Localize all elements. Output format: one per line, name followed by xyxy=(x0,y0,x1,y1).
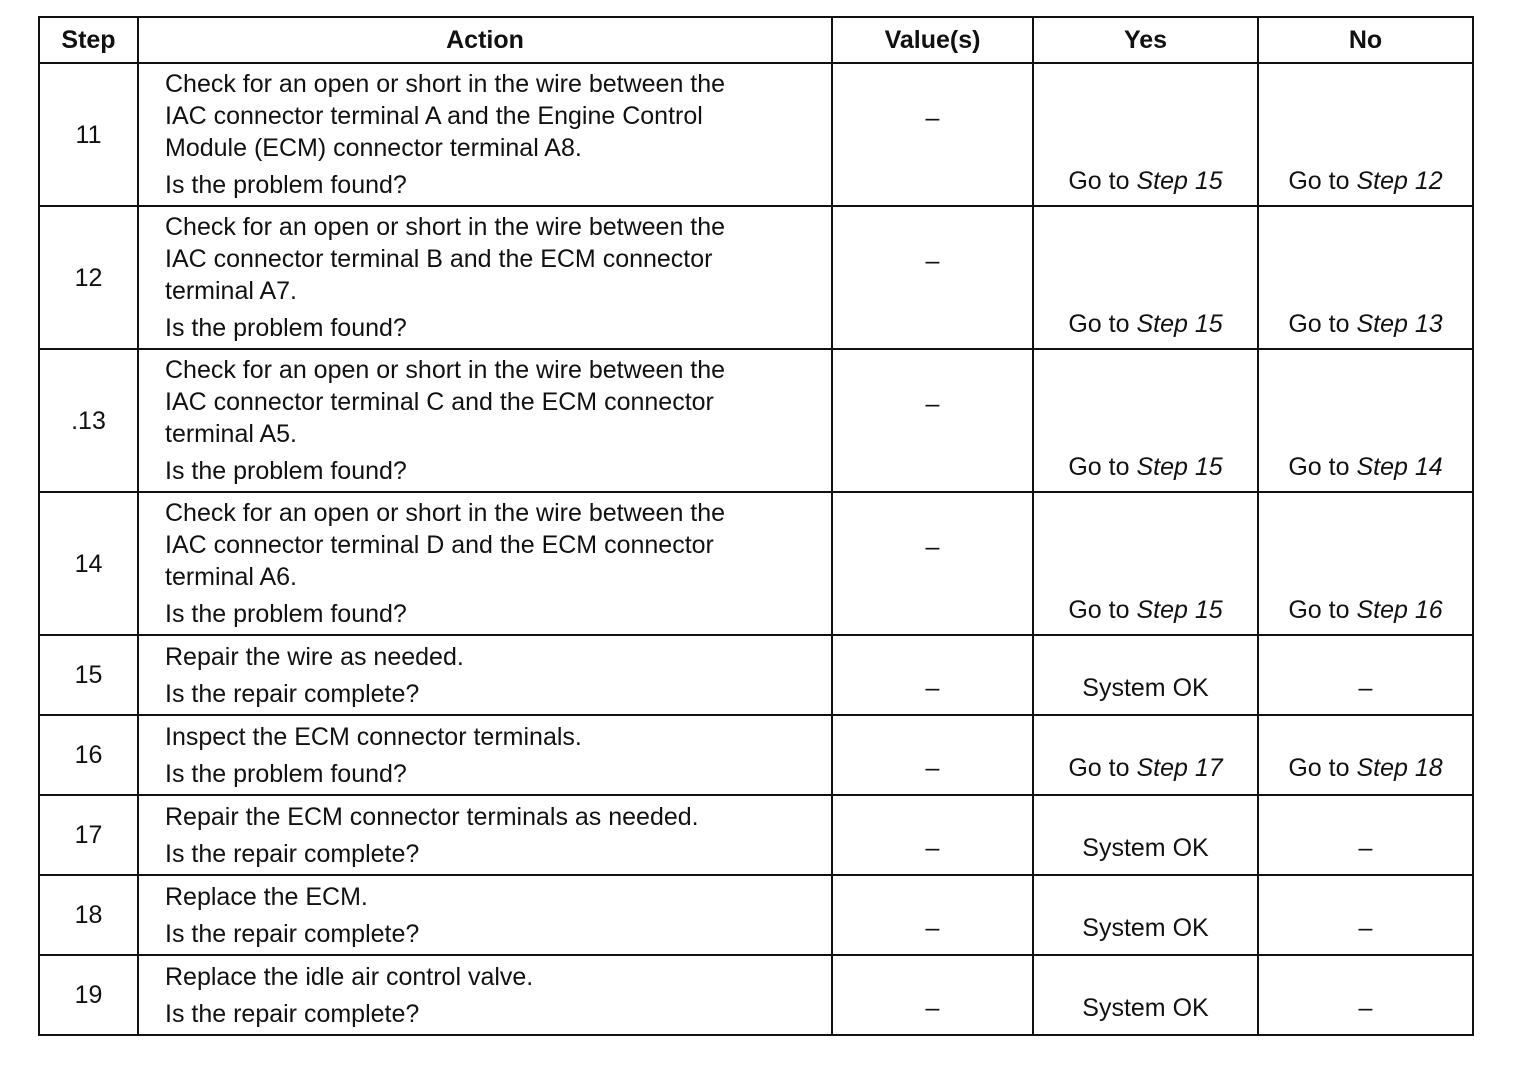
yes-prefix: Go to xyxy=(1068,167,1137,195)
yes-step-link: Step 15 xyxy=(1136,453,1223,481)
no-step-link: Step 16 xyxy=(1356,596,1443,624)
action-cell xyxy=(138,955,832,1035)
table-row xyxy=(39,492,1473,635)
yes-cell xyxy=(1033,492,1258,635)
action-text: Replace the ECM. xyxy=(165,882,368,911)
action-text: Check for an open or short in the wire between the xyxy=(165,213,726,241)
value-dash: – xyxy=(925,104,940,132)
value-dash: – xyxy=(925,674,940,702)
action-text: Inspect the ECM connector terminals. xyxy=(165,722,582,751)
yes-prefix: Go to xyxy=(1068,754,1137,782)
value-cell xyxy=(832,206,1033,349)
action-cell xyxy=(138,206,832,349)
action-text: terminal A6. xyxy=(165,563,298,591)
value-dash: – xyxy=(925,754,940,782)
yes-cell xyxy=(1033,715,1258,795)
no-prefix: Go to xyxy=(1288,596,1357,624)
action-text: Check for an open or short in the wire between the xyxy=(165,70,726,98)
value-cell xyxy=(832,875,1033,955)
value-dash: – xyxy=(925,914,940,942)
yes-cell xyxy=(1033,955,1258,1035)
step-number: 17 xyxy=(39,795,138,875)
no-step-link: Step 13 xyxy=(1356,310,1443,338)
question-text: Is the repair complete? xyxy=(165,919,420,948)
action-cell xyxy=(138,715,832,795)
yes-cell xyxy=(1033,63,1258,206)
yes-result: System OK xyxy=(1082,674,1209,702)
question-text: Is the repair complete? xyxy=(165,999,420,1028)
yes-result: System OK xyxy=(1082,994,1209,1022)
yes-step-link: Step 15 xyxy=(1136,596,1223,624)
yes-step-link: Step 17 xyxy=(1136,754,1223,782)
header-row xyxy=(39,17,1473,63)
yes-prefix: Go to xyxy=(1068,310,1137,338)
table-row xyxy=(39,875,1473,955)
step-number: 16 xyxy=(39,715,138,795)
action-text: Replace the idle air control valve. xyxy=(165,962,534,991)
no-prefix: Go to xyxy=(1288,167,1357,195)
action-text: Repair the wire as needed. xyxy=(165,642,464,671)
table-row xyxy=(39,795,1473,875)
action-text: IAC connector terminal C and the ECM connector xyxy=(165,388,714,416)
yes-result: System OK xyxy=(1082,834,1209,862)
question-text: Is the problem found? xyxy=(165,457,407,485)
step-number: 18 xyxy=(39,875,138,955)
yes-cell xyxy=(1033,795,1258,875)
no-result: – xyxy=(1358,674,1373,702)
question-text: Is the repair complete? xyxy=(165,679,420,708)
no-cell xyxy=(1258,206,1473,349)
no-step-link: Step 14 xyxy=(1356,453,1443,481)
no-cell xyxy=(1258,349,1473,492)
yes-cell xyxy=(1033,875,1258,955)
table-row xyxy=(39,206,1473,349)
table-row xyxy=(39,349,1473,492)
table-row xyxy=(39,955,1473,1035)
value-cell xyxy=(832,795,1033,875)
question-text: Is the repair complete? xyxy=(165,839,420,868)
action-cell xyxy=(138,349,832,492)
header-values: Value(s) xyxy=(832,17,1033,63)
value-cell xyxy=(832,715,1033,795)
action-text: Repair the ECM connector terminals as needed. xyxy=(165,802,699,831)
yes-cell xyxy=(1033,349,1258,492)
value-dash: – xyxy=(925,834,940,862)
action-text: terminal A7. xyxy=(165,277,298,305)
question-text: Is the problem found? xyxy=(165,759,407,788)
value-cell xyxy=(832,635,1033,715)
action-text: IAC connector terminal D and the ECM connector xyxy=(165,531,714,559)
value-cell xyxy=(832,349,1033,492)
header-action: Action xyxy=(138,17,832,63)
no-step-link: Step 12 xyxy=(1356,167,1443,195)
yes-prefix: Go to xyxy=(1068,453,1137,481)
action-cell xyxy=(138,63,832,206)
yes-result: System OK xyxy=(1082,914,1209,942)
action-text: IAC connector terminal B and the ECM connector xyxy=(165,245,713,273)
action-cell xyxy=(138,635,832,715)
no-prefix: Go to xyxy=(1288,453,1357,481)
value-dash: – xyxy=(925,390,940,418)
yes-cell xyxy=(1033,635,1258,715)
no-result: – xyxy=(1358,834,1373,862)
no-result: – xyxy=(1358,914,1373,942)
value-cell xyxy=(832,492,1033,635)
question-text: Is the problem found? xyxy=(165,171,407,199)
table-row xyxy=(39,63,1473,206)
table-row xyxy=(39,715,1473,795)
no-cell xyxy=(1258,955,1473,1035)
no-result: – xyxy=(1358,994,1373,1022)
value-cell xyxy=(832,955,1033,1035)
no-cell xyxy=(1258,492,1473,635)
header-no: No xyxy=(1258,17,1473,63)
action-text: IAC connector terminal A and the Engine Control xyxy=(165,102,703,130)
action-cell xyxy=(138,875,832,955)
yes-step-link: Step 15 xyxy=(1136,167,1223,195)
yes-step-link: Step 15 xyxy=(1136,310,1223,338)
diagnostic-table xyxy=(38,16,1474,1036)
step-number: 15 xyxy=(39,635,138,715)
no-step-link: Step 18 xyxy=(1356,754,1443,782)
value-dash: – xyxy=(925,533,940,561)
no-cell xyxy=(1258,715,1473,795)
question-text: Is the problem found? xyxy=(165,600,407,628)
action-text: Check for an open or short in the wire between the xyxy=(165,356,726,384)
table-row xyxy=(39,635,1473,715)
header-step: Step xyxy=(39,17,138,63)
step-number: .13 xyxy=(39,349,138,492)
question-text: Is the problem found? xyxy=(165,314,407,342)
step-number: 12 xyxy=(39,206,138,349)
no-cell xyxy=(1258,63,1473,206)
no-cell xyxy=(1258,635,1473,715)
no-cell xyxy=(1258,875,1473,955)
value-cell xyxy=(832,63,1033,206)
header-yes: Yes xyxy=(1033,17,1258,63)
action-text: Check for an open or short in the wire between the xyxy=(165,499,726,527)
yes-prefix: Go to xyxy=(1068,596,1137,624)
no-prefix: Go to xyxy=(1288,310,1357,338)
action-text: Module (ECM) connector terminal A8. xyxy=(165,134,582,162)
yes-cell xyxy=(1033,206,1258,349)
action-cell xyxy=(138,795,832,875)
no-prefix: Go to xyxy=(1288,754,1357,782)
action-cell xyxy=(138,492,832,635)
step-number: 19 xyxy=(39,955,138,1035)
step-number: 11 xyxy=(39,63,138,206)
value-dash: – xyxy=(925,247,940,275)
step-number: 14 xyxy=(39,492,138,635)
action-text: terminal A5. xyxy=(165,420,298,448)
value-dash: – xyxy=(925,994,940,1022)
no-cell xyxy=(1258,795,1473,875)
